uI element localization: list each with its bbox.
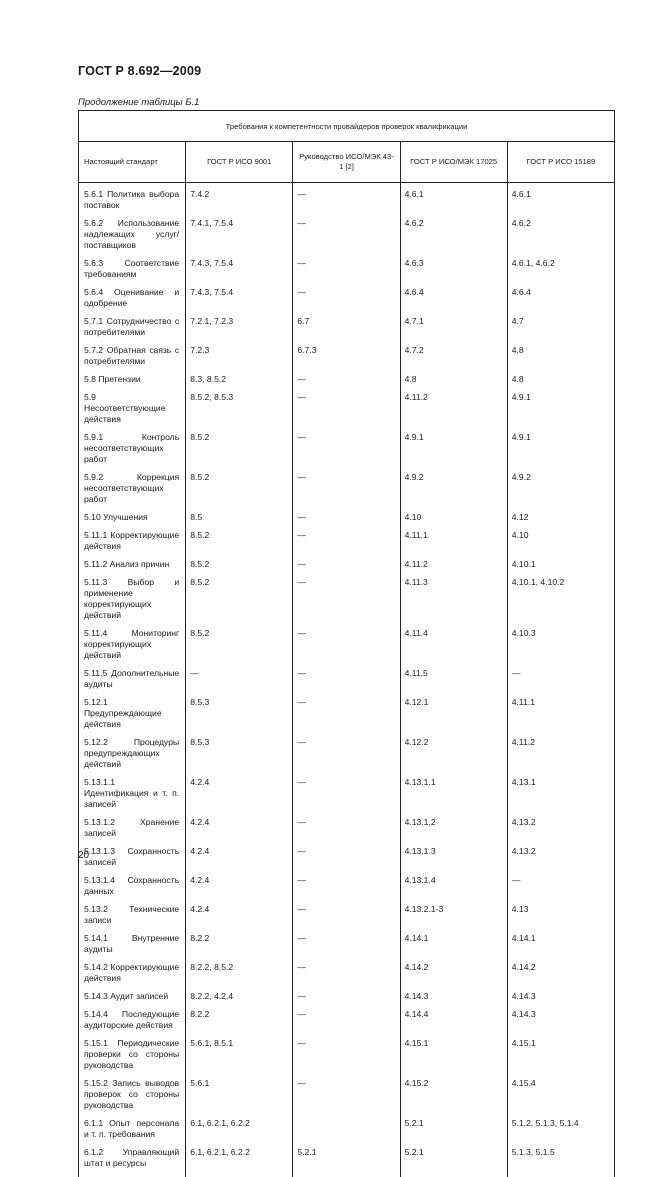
cell-iso9001: 8.5.2 [186,526,293,555]
cell-iso9001: 7.4.1, 7.5.4 [186,214,293,254]
cell-iso17025: 4.10 [400,508,507,526]
cell-iso15189: 4.15.1 [507,1034,614,1074]
cell-guide43: — [293,900,400,929]
cell-guide43: — [293,555,400,573]
table-row [79,1143,615,1177]
table-row [79,214,615,254]
cell-iso15189: 4.14.3 [507,1005,614,1034]
cell-iso9001: 4.2.4 [186,813,293,842]
cell-guide43: — [293,388,400,428]
cell-standard: 5.6.4 Оценивание и одобрение [79,283,186,312]
cell-standard: 5.9.1 Контроль несоответствующих работ [79,428,186,468]
cell-iso15189: 4.6.4 [507,283,614,312]
cell-iso15189: 5.1.3, 5.1.5 [507,1143,614,1177]
cell-standard: 5.12.2 Процедуры предупреждающих действий [79,733,186,773]
cell-guide43: — [293,693,400,733]
table-row [79,283,615,312]
cell-guide43: — [293,428,400,468]
table-row [79,1005,615,1034]
cell-standard: 5.14.4 Последующие аудиторские действия [79,1005,186,1034]
cell-guide43: — [293,733,400,773]
cell-iso9001: — [186,664,293,693]
cell-guide43: — [293,468,400,508]
cell-standard: 5.13.1.1 Идентификация и т. п. записей [79,773,186,813]
cell-iso9001: 8.5.2 [186,624,293,664]
cell-iso15189: 4.10 [507,526,614,555]
cell-iso15189: 4.6.2 [507,214,614,254]
cell-iso9001: 6.1, 6.2.1, 6.2.2 [186,1143,293,1177]
cell-standard: 5.6.1 Политика выбора поставок [79,183,186,215]
cell-iso17025: 4.13.1.1 [400,773,507,813]
cell-guide43: 6.7.3 [293,341,400,370]
cell-standard: 5.11.4 Мониторинг корректирующих действий [79,624,186,664]
cell-guide43: — [293,871,400,900]
cell-iso9001: 7.2.1, 7.2.3 [186,312,293,341]
cell-iso9001: 8.5.2 [186,555,293,573]
cell-iso9001: 5.6.1, 8.5.1 [186,1034,293,1074]
cell-iso9001: 8.5.2, 8.5.3 [186,388,293,428]
table-row [79,871,615,900]
cell-standard: 5.11.2 Анализ причин [79,555,186,573]
cell-iso17025: 4.7.2 [400,341,507,370]
cell-standard: 5.14.1 Внутренние аудиты [79,929,186,958]
cell-iso9001: 8.5.3 [186,693,293,733]
table-row [79,987,615,1005]
table-row [79,370,615,388]
table-row [79,312,615,341]
table-row [79,526,615,555]
table-row [79,958,615,987]
cell-standard: 5.13.1.3 Сохранность записей [79,842,186,871]
cell-iso15189: 4.9.1 [507,428,614,468]
table-row [79,664,615,693]
cell-standard: 5.11.3 Выбор и применение корректирующих действий [79,573,186,624]
cell-standard: 5.6.2 Использование надлежащих услуг/поставщиков [79,214,186,254]
cell-standard: 5.9.2 Коррекция несоответствующих работ [79,468,186,508]
cell-iso17025: 4.7.1 [400,312,507,341]
cell-iso17025: 4.13.1.3 [400,842,507,871]
table-row [79,900,615,929]
cell-iso15189: 4.13.2 [507,842,614,871]
cell-iso17025: 5.2.1 [400,1143,507,1177]
table-row [79,254,615,283]
cell-iso15189: 4.13.2 [507,813,614,842]
cell-iso15189: 4.8 [507,370,614,388]
cell-guide43: — [293,526,400,555]
cell-iso9001: 4.2.4 [186,842,293,871]
cell-guide43: 6.7 [293,312,400,341]
table-row [79,555,615,573]
cell-iso17025: 4.12.1 [400,693,507,733]
table-row [79,813,615,842]
cell-iso17025: 4.6.1 [400,183,507,215]
cell-iso17025: 4.14.1 [400,929,507,958]
cell-guide43: — [293,987,400,1005]
cell-iso15189: 4.15.4 [507,1074,614,1114]
table-caption: Продолжение таблицы Б.1 [78,97,200,108]
cell-iso9001: 8.3, 8.5.2 [186,370,293,388]
cell-standard: 5.15.2 Запись выводов проверок со стороны руководства [79,1074,186,1114]
column-header-iso17025: ГОСТ Р ИСО/МЭК 17025 [400,142,507,183]
table-top-header: Требования к компетентности провайдеров проверок квалификации [79,111,615,142]
cell-guide43: — [293,214,400,254]
cell-iso17025: 4.6.4 [400,283,507,312]
cell-standard: 5.14.3 Аудит записей [79,987,186,1005]
cell-iso15189: 4.11.1 [507,693,614,733]
cell-iso17025: 4.6.3 [400,254,507,283]
cell-iso9001: 5.6.1 [186,1074,293,1114]
cell-guide43: — [293,624,400,664]
cell-iso9001: 8.5 [186,508,293,526]
cell-iso17025: 4.13.1.4 [400,871,507,900]
cell-iso9001: 6.1, 6.2.1, 6.2.2 [186,1114,293,1143]
column-header-iso9001: ГОСТ Р ИСО 9001 [186,142,293,183]
cell-iso15189: 4.10.1, 4.10.2 [507,573,614,624]
cell-guide43: — [293,183,400,215]
cell-iso9001: 8.5.2 [186,573,293,624]
cell-iso15189: 4.7 [507,312,614,341]
cell-iso17025: 4.8 [400,370,507,388]
page-number: 20 [78,850,90,861]
cell-iso15189: 4.13.1 [507,773,614,813]
cell-iso17025: 4.11.3 [400,573,507,624]
cell-standard: 6.1.1 Опыт персонала и т. п. требования [79,1114,186,1143]
cell-iso15189: 4.14.3 [507,987,614,1005]
table-row [79,388,615,428]
cell-iso15189: 4.6.1 [507,183,614,215]
cell-standard: 5.14.2 Корректирующие действия [79,958,186,987]
cell-guide43: — [293,813,400,842]
comparison-table [78,110,615,1177]
table-row [79,183,615,215]
cell-standard: 5.13.2 Технические записи [79,900,186,929]
table-row [79,929,615,958]
cell-iso17025: 4.9.2 [400,468,507,508]
cell-standard: 5.13.1.2 Хранение записей [79,813,186,842]
table-row [79,733,615,773]
cell-iso15189: 4.14.2 [507,958,614,987]
cell-iso17025: 4.15.1 [400,1034,507,1074]
cell-guide43 [293,1114,400,1143]
cell-iso9001: 4.2.4 [186,871,293,900]
cell-iso9001: 8.5.2 [186,468,293,508]
cell-guide43: — [293,664,400,693]
cell-iso17025: 4.13.1.2 [400,813,507,842]
cell-iso17025: 4.11.5 [400,664,507,693]
cell-standard: 5.9 Несоответствующие действия [79,388,186,428]
cell-iso9001: 7.4.2 [186,183,293,215]
cell-guide43: — [293,254,400,283]
cell-iso17025: 4.9.1 [400,428,507,468]
cell-iso9001: 8.5.2 [186,428,293,468]
cell-standard: 5.11.5 Дополнительные аудиты [79,664,186,693]
cell-iso15189: — [507,664,614,693]
cell-iso17025: 4.6.2 [400,214,507,254]
cell-iso15189: 4.8 [507,341,614,370]
cell-iso15189: 4.9.1 [507,388,614,428]
cell-iso15189: 4.10.1 [507,555,614,573]
cell-standard: 5.15.1 Периодические проверки со стороны руководства [79,1034,186,1074]
cell-guide43: — [293,929,400,958]
cell-iso15189: 4.11.2 [507,733,614,773]
cell-guide43: — [293,1005,400,1034]
cell-iso17025: 4.15.2 [400,1074,507,1114]
table-row [79,1034,615,1074]
cell-standard: 5.7.2 Обратная связь с потребителями [79,341,186,370]
cell-iso17025: 4.11.2 [400,555,507,573]
cell-standard: 5.13.1.4 Сохранность данных [79,871,186,900]
cell-guide43: — [293,1074,400,1114]
cell-standard: 5.6.3 Соответствие требованиям [79,254,186,283]
cell-guide43: — [293,958,400,987]
cell-iso17025: 5.2.1 [400,1114,507,1143]
cell-iso15189: 5.1.2, 5.1.3, 5.1.4 [507,1114,614,1143]
cell-iso17025: 4.14.2 [400,958,507,987]
column-header-iso15189: ГОСТ Р ИСО 15189 [507,142,614,183]
cell-standard: 5.11.1 Корректирующие действия [79,526,186,555]
table-row [79,1114,615,1143]
cell-iso9001: 7.4.3, 7.5.4 [186,254,293,283]
cell-guide43: — [293,573,400,624]
cell-iso9001: 8.5.3 [186,733,293,773]
document-header-title: ГОСТ Р 8.692—2009 [78,64,202,78]
cell-iso15189: 4.6.1, 4.6.2 [507,254,614,283]
cell-iso17025: 4.14.4 [400,1005,507,1034]
cell-standard: 6.1.2 Управляющий штат и ресурсы [79,1143,186,1177]
column-header-guide43: Руководство ИСО/МЭК 43-1 [2] [293,142,400,183]
cell-iso9001: 8.2.2 [186,1005,293,1034]
cell-iso9001: 8.2.2 [186,929,293,958]
table-row [79,428,615,468]
table-row [79,693,615,733]
cell-guide43: — [293,508,400,526]
table-row [79,508,615,526]
cell-iso17025: 4.11.4 [400,624,507,664]
cell-guide43: — [293,773,400,813]
cell-iso17025: 4.11.1 [400,526,507,555]
cell-iso9001: 7.4.3, 7.5.4 [186,283,293,312]
cell-standard: 5.10 Улучшения [79,508,186,526]
cell-guide43: — [293,1034,400,1074]
cell-standard: 5.12.1 Предупреждающие действия [79,693,186,733]
table-row [79,468,615,508]
table-row [79,1074,615,1114]
table-row [79,842,615,871]
table-row [79,341,615,370]
cell-iso15189: 4.14.1 [507,929,614,958]
cell-iso17025: 4.14.3 [400,987,507,1005]
cell-iso17025: 4.12.2 [400,733,507,773]
cell-iso9001: 7.2.3 [186,341,293,370]
cell-iso15189: 4.13 [507,900,614,929]
cell-iso9001: 4.2.4 [186,773,293,813]
cell-iso9001: 4.2.4 [186,900,293,929]
table-row [79,573,615,624]
cell-iso15189: 4.9.2 [507,468,614,508]
cell-iso17025: 4.13.2.1-3 [400,900,507,929]
column-header-standard: Настоящий стандарт [79,142,186,183]
table-row [79,624,615,664]
cell-iso15189: 4.12 [507,508,614,526]
cell-guide43: — [293,283,400,312]
cell-guide43: 5.2.1 [293,1143,400,1177]
cell-iso9001: 8.2.2, 8.5.2 [186,958,293,987]
table-row [79,773,615,813]
cell-iso17025: 4.11.2 [400,388,507,428]
cell-iso15189: — [507,871,614,900]
cell-guide43: — [293,370,400,388]
cell-iso15189: 4.10.3 [507,624,614,664]
cell-guide43: — [293,842,400,871]
cell-standard: 5.7.1 Сотрудничество с потребителями [79,312,186,341]
cell-standard: 5.8 Претензии [79,370,186,388]
cell-iso9001: 8.2.2, 4.2.4 [186,987,293,1005]
